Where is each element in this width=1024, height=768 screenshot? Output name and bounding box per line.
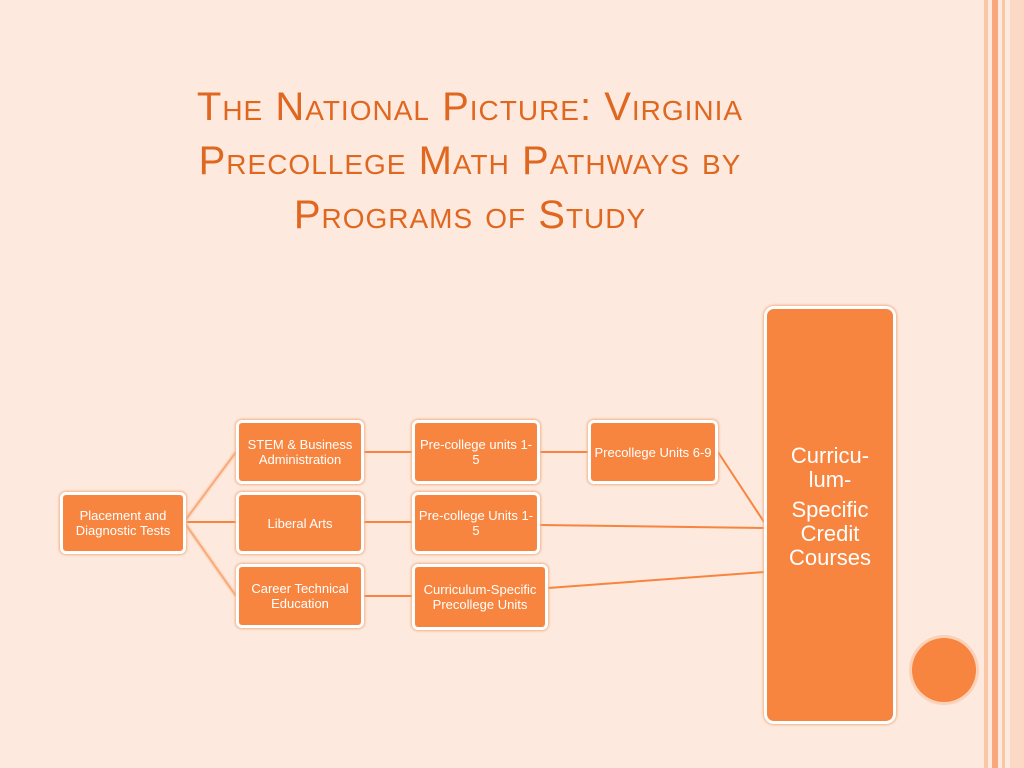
precollege-units-6-9-box: Precollege Units 6-9 [588, 420, 718, 484]
stem-business-box: STEM & Business Administration [236, 420, 364, 484]
connector [548, 572, 764, 588]
credit-courses-box [764, 306, 896, 724]
connector [718, 452, 764, 522]
decorative-circle [912, 638, 976, 702]
credit-courses-line-1: Curricu-lum- [790, 443, 870, 492]
placement-tests-box: Placement and Diagnostic Tests [60, 492, 186, 554]
connector [540, 525, 764, 528]
slide-title: The National Picture: Virginia Precollege Math Pathways by Programs of Study [196, 85, 744, 237]
precollege-units-1-5-liberal-box: Pre-college Units 1-5 [412, 492, 540, 554]
career-technical-box: Career Technical Education [236, 564, 364, 628]
precollege-units-1-5-box: Pre-college units 1-5 [412, 420, 540, 484]
curriculum-specific-units-box: Curriculum-Specific Precollege Units [412, 564, 548, 630]
liberal-arts-box: Liberal Arts [236, 492, 364, 554]
credit-courses-line-2: Specific Credit Courses [789, 497, 871, 570]
